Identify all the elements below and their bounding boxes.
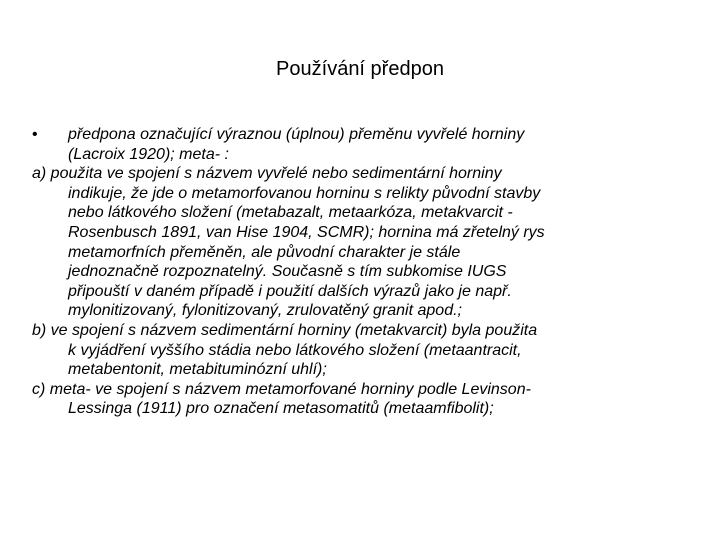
text-line-6: metamorfních přeměněn, ale původní charakter je stále <box>68 243 461 261</box>
text-line <box>32 282 682 302</box>
text-line-8: připouští v daném případě i použití dalších výrazů jako je např. <box>68 282 512 300</box>
text-line-9: mylonitizovaný, fylonitizovaný, zrulovatěný granit apod.; <box>68 302 462 320</box>
text-line <box>32 399 682 419</box>
text-line <box>32 223 682 243</box>
text-line <box>32 380 682 400</box>
text-line-14: Lessinga (1911) pro označení metasomatitů (metaamfibolit); <box>68 400 494 418</box>
text-line <box>32 341 682 361</box>
text-line <box>32 164 682 184</box>
text-line <box>32 243 682 263</box>
text-line-1: (Lacroix 1920); meta- : <box>68 145 229 163</box>
text-line <box>32 262 682 282</box>
text-line <box>32 301 682 321</box>
text-line <box>32 360 682 380</box>
text-line <box>32 203 682 223</box>
bullet-line <box>32 125 682 145</box>
text-line-10: b) ve spojení s názvem sedimentární horniny (metakvarcit) byla použita <box>32 321 538 339</box>
text-line-4: nebo látkového složení (metabazalt, metaarkóza, metakvarcit - <box>68 204 513 222</box>
bullet-icon: • <box>32 126 38 143</box>
text-line <box>32 145 682 165</box>
text-line <box>32 321 682 341</box>
text-line-5: Rosenbusch 1891, van Hise 1904, SCMR); hornina má zřetelný rys <box>68 223 545 241</box>
text-line-11: k vyjádření vyššího stádia nebo látkového složení (metaantracit, <box>68 341 522 359</box>
text-line-0: předpona označující výraznou (úplnou) přeměnu vyvřelé horniny <box>68 126 525 143</box>
text-line-7: jednoznačně rozpoznatelný. Současně s tím subkomise IUGS <box>68 263 507 281</box>
slide-title-text: Používání předpon <box>276 58 444 80</box>
slide-title <box>0 56 720 82</box>
text-line <box>32 184 682 204</box>
text-line-3: indikuje, že jde o metamorfovanou horninu s relikty původní stavby <box>68 184 541 202</box>
text-line-13: c) meta- ve spojení s názvem metamorfované horniny podle Levinson- <box>32 380 531 398</box>
slide-body <box>32 125 682 419</box>
text-line-12: metabentonit, metabituminózní uhlí); <box>68 361 327 379</box>
text-line-2: a) použita ve spojení s názvem vyvřelé nebo sedimentární horniny <box>32 165 502 183</box>
